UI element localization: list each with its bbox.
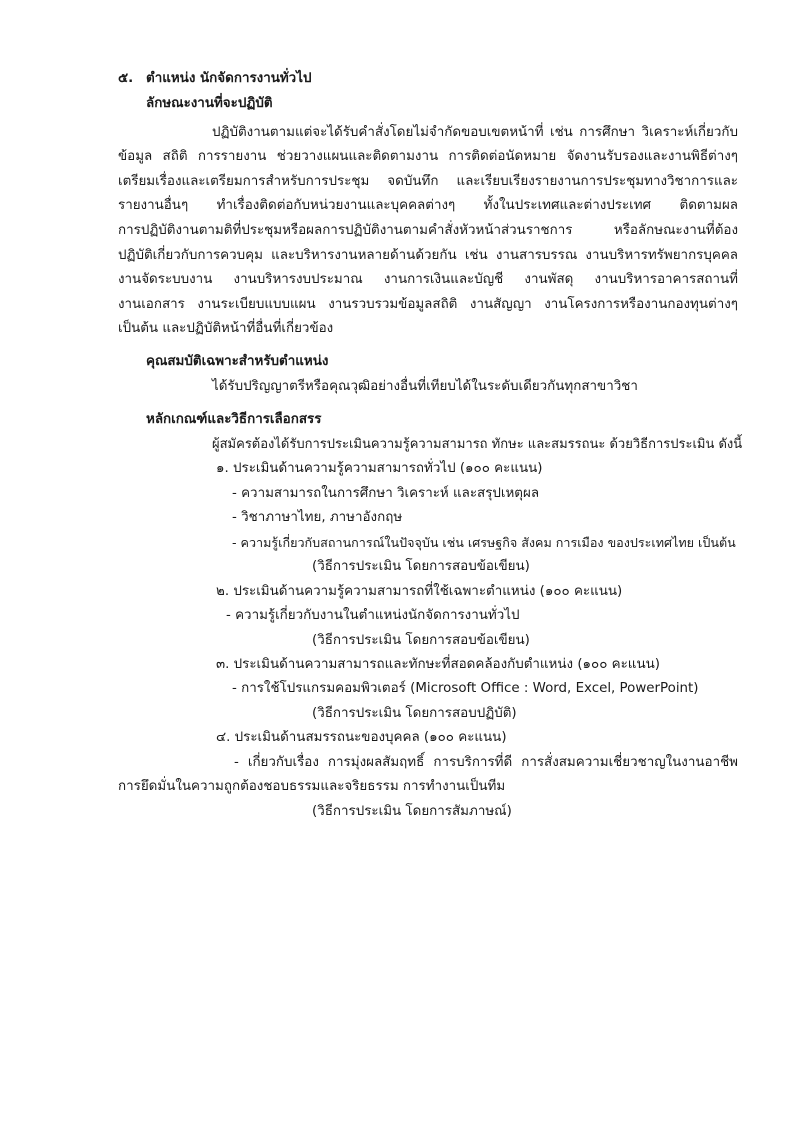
selection-intro: ผู้สมัครต้องได้รับการประเมินความรู้ความสามารถ ทักษะ และสมรรถนะ ด้วยวิธีการประเมิน ดังนี้ <box>212 437 743 452</box>
duties-line: งานเอกสาร งานระเบียบแบบแผน งานรวบรวมข้อมูลสถิติ งานสัญญา งานโครงการหรืองานกองทุนต่างๆ <box>118 297 738 312</box>
criteria-item-4-title: ๔. ประเมินด้านสมรรถนะของบุคคล (๑๐๐ คะแนน) <box>216 730 507 745</box>
criteria-item-4-bullet: - เกี่ยวกับเรื่อง การมุ่งผลสัมฤทธิ์ การบริการที่ดี การสั่งสมความเชี่ยวชาญในงานอาชีพ <box>234 755 738 770</box>
criteria-item-3-bullet: - การใช้โปรแกรมคอมพิวเตอร์ (Microsoft Office : Word, Excel, PowerPoint) <box>232 681 699 696</box>
selection-heading: หลักเกณฑ์และวิธีการเลือกสรร <box>146 412 322 427</box>
criteria-item-1-bullet: - ความสามารถในการศึกษา วิเคราะห์ และสรุปเหตุผล <box>232 486 540 501</box>
criteria-item-2-method: (วิธีการประเมิน โดยการสอบข้อเขียน) <box>312 633 530 648</box>
duties-line: เตรียมเรื่องและเตรียมการสำหรับการประชุม จดบันทึก และเรียบเรียงรายงานการประชุมทางวิชาการและ <box>118 174 738 189</box>
duties-line: ข้อมูล สถิติ การรายงาน ช่วยวางแผนและติดตามงาน การติดต่อนัดหมาย จัดงานรับรองและงานพิธีต่างๆ <box>118 149 738 164</box>
duties-line: ปฏิบัติงานตามแต่จะได้รับคำสั่งโดยไม่จำกัดขอบเขตหน้าที่ เช่น การศึกษา วิเคราะห์เกี่ยวกับ <box>212 125 738 140</box>
criteria-item-1-method: (วิธีการประเมิน โดยการสอบข้อเขียน) <box>312 559 530 574</box>
criteria-item-1-bullet: - วิชาภาษาไทย, ภาษาอังกฤษ <box>232 510 403 525</box>
position-title: ตำแหน่ง นักจัดการงานทั่วไป <box>146 71 312 86</box>
qualifications-heading: คุณสมบัติเฉพาะสำหรับตำแหน่ง <box>146 354 329 369</box>
criteria-item-3-title: ๓. ประเมินด้านความสามารถและทักษะที่สอดคล้องกับตำแหน่ง (๑๐๐ คะแนน) <box>216 657 660 672</box>
duties-line: เป็นต้น และปฏิบัติหน้าที่อื่นที่เกี่ยวข้อง <box>118 321 334 336</box>
criteria-item-2-title: ๒. ประเมินด้านความรู้ความสามารถที่ใช้เฉพาะตำแหน่ง (๑๐๐ คะแนน) <box>216 584 623 599</box>
duties-line: ปฏิบัติเกี่ยวกับการควบคุม และบริหารงานหลายด้านด้วยกัน เช่น งานสารบรรณ งานบริหารทรัพยากรบุคคล <box>118 248 738 263</box>
section-number: ๕. <box>118 71 134 86</box>
criteria-item-1-bullet: - ความรู้เกี่ยวกับสถานการณ์ในปัจจุบัน เช่น เศรษฐกิจ สังคม การเมือง ของประเทศไทย เป็นต้น <box>232 535 736 550</box>
criteria-item-1-title: ๑. ประเมินด้านความรู้ความสามารถทั่วไป (๑๐๐ คะแนน) <box>216 461 543 476</box>
duties-heading: ลักษณะงานที่จะปฏิบัติ <box>146 96 273 111</box>
criteria-item-4-bullet-cont: การยึดมั่นในความถูกต้องชอบธรรมและจริยธรรม การทำงานเป็นทีม <box>118 779 506 794</box>
criteria-item-2-bullet: - ความรู้เกี่ยวกับงานในตำแหน่งนักจัดการงานทั่วไป <box>226 608 520 623</box>
qualifications-text: ได้รับปริญญาตรีหรือคุณวุฒิอย่างอื่นที่เทียบได้ในระดับเดียวกันทุกสาขาวิชา <box>212 379 638 394</box>
criteria-item-4-method: (วิธีการประเมิน โดยการสัมภาษณ์) <box>312 804 512 819</box>
duties-line: การปฏิบัติงานตามติที่ประชุมหรือผลการปฏิบัติงานตามคำสั่งหัวหน้าส่วนราชการ หรือลักษณะงานที่ต้อง <box>118 223 738 238</box>
duties-line: รายงานอื่นๆ ทำเรื่องติดต่อกับหน่วยงานและบุคคลต่างๆ ทั้งในประเทศและต่างประเทศ ติดตามผล <box>118 198 738 213</box>
duties-line: งานจัดระบบงาน งานบริหารงบประมาณ งานการเงินและบัญชี งานพัสดุ งานบริหารอาคารสถานที่ <box>118 272 738 287</box>
criteria-item-3-method: (วิธีการประเมิน โดยการสอบปฏิบัติ) <box>312 706 517 721</box>
